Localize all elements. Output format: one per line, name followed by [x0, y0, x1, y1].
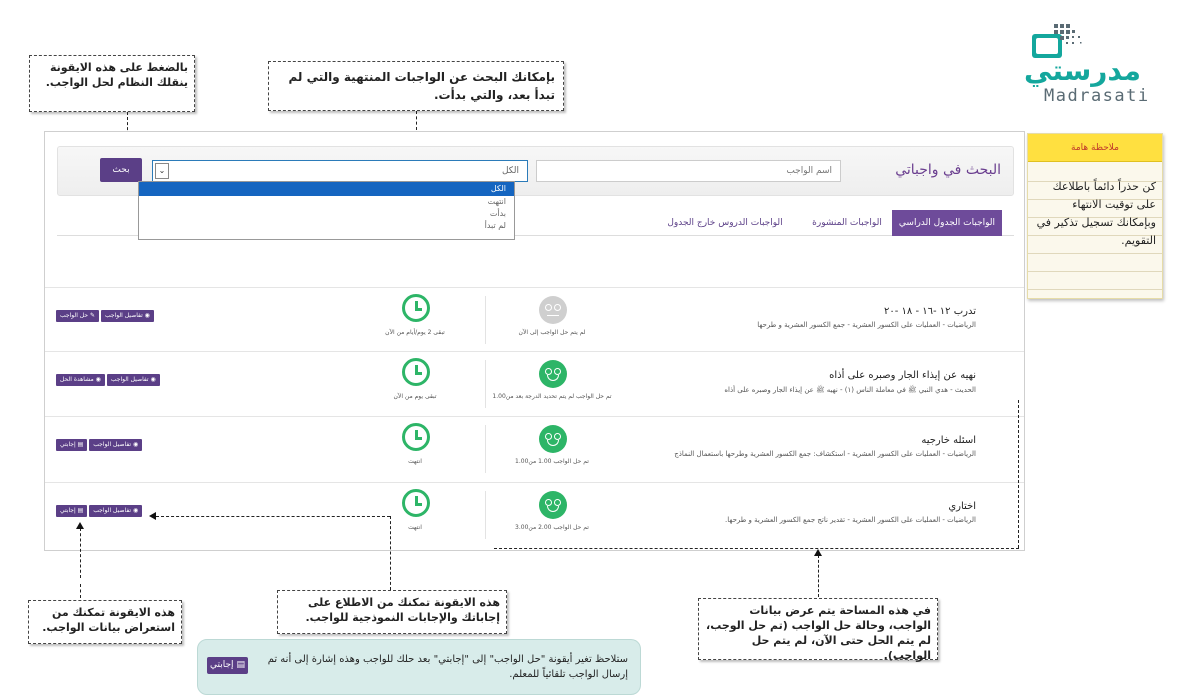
homework-title: اسئله خارجيه [921, 435, 976, 446]
my-answers-button[interactable] [56, 505, 87, 517]
time-remaining-text: انتهت [408, 458, 422, 465]
info-banner [197, 639, 641, 695]
dropdown-option-ended[interactable]: انتهت [487, 197, 506, 206]
tab-schedule-homework[interactable]: الواجبات الجدول الدراسي [892, 210, 1002, 236]
arrow-left-icon [149, 512, 156, 520]
status-dropdown-list [138, 181, 515, 240]
my-answers-button-sample [207, 657, 248, 674]
document-icon: ▤ [236, 660, 245, 670]
tab-outside-schedule-homework[interactable]: الواجبات الدروس خارج الجدول [667, 218, 783, 228]
callout-details: هذه الايقونة تمكنك من استعراض بيانات الواجب. [28, 600, 182, 644]
my-answers-sample-label: إجابتي [210, 660, 234, 670]
edit-icon: ✎ [89, 312, 95, 319]
document-icon: ▤ [77, 441, 84, 448]
time-remaining-text: تبقى يوم من الآن [393, 393, 437, 400]
clock-icon [402, 294, 430, 322]
solve-status-text: تم حل الواجب 1.00 من1.00 [515, 458, 589, 465]
homework-title: نهيه عن إيذاء الجار وصبره على أذاه [829, 370, 976, 381]
logo-arabic-word: مدرستي [1024, 54, 1141, 87]
chevron-down-icon[interactable]: ⌄ [155, 163, 169, 179]
document-icon: ▤ [77, 507, 84, 514]
search-title: البحث في واجباتي [895, 162, 1001, 178]
homework-details-button[interactable] [89, 505, 142, 517]
homework-row [45, 287, 1024, 351]
tab-published-homework[interactable]: الواجبات المنشورة [812, 218, 882, 228]
homework-details-button[interactable] [89, 439, 142, 451]
clock-icon [402, 423, 430, 451]
arrow-up-icon [814, 549, 822, 556]
eye-icon: ◉ [95, 376, 101, 383]
my-answers-button[interactable] [56, 439, 87, 451]
banner-text: ستلاحظ تغير أيقونة "حل الواجب" إلى "إجابتي" بعد حلك للواجب وهذه إشارة إلى أنه تم إرسال الواجب تلقائياً للمعلم. [267, 654, 628, 680]
homework-subtitle: الرياضيات - العمليات على الكسور العشرية - تقدير ناتج جمع الكسور العشرية و طرحها. [724, 516, 976, 524]
time-remaining-text: تبقى 2 يوم/أيام من الآن [385, 329, 445, 336]
eye-icon: ◉ [144, 312, 150, 319]
eye-icon: ◉ [132, 441, 139, 448]
homework-row [45, 416, 1024, 480]
solve-status-text: تم حل الواجب 2.00 من3.00 [515, 524, 589, 531]
homework-details-button[interactable] [107, 374, 160, 386]
homework-name-input[interactable] [536, 160, 841, 182]
status-select[interactable] [152, 160, 528, 182]
note-body: كن حذراً دائماً باطلاعك على توقيت الانتهاء وبإمكانك تسجيل تذكير في التقويم. [1036, 180, 1156, 247]
eye-icon: ◉ [132, 507, 139, 514]
solve-homework-label: حل الواجب [60, 312, 89, 319]
dropdown-option-not-started[interactable]: لم تبدأ [484, 221, 506, 230]
homework-row [45, 482, 1024, 546]
view-solution-label: مشاهدة الحل [60, 376, 94, 383]
time-remaining-text: انتهت [408, 524, 422, 531]
happy-face-icon [539, 360, 567, 388]
solve-status-text: تم حل الواجب لم يتم تحديد الدرجة بعد من1.00 [492, 393, 612, 400]
homework-details-label: تفاصيل الواجب [110, 376, 149, 383]
search-button[interactable]: بحث [100, 158, 142, 182]
eye-icon: ◉ [150, 376, 156, 383]
callout-solve-icon: بالضغط على هذه الايقونة ينقلك النظام لحل الواجب. [29, 55, 195, 112]
logo-latin-word: Madrasati [1044, 86, 1150, 106]
homework-details-label: تفاصيل الواجب [93, 507, 132, 514]
my-answers-label: إجابتي [60, 507, 76, 514]
clock-icon [402, 358, 430, 386]
happy-face-icon [539, 425, 567, 453]
note-header: ملاحظة هامة [1028, 134, 1162, 162]
callout-area: في هذه المساحة يتم عرض بيانات الواجب، وحالة حل الواجب (تم حل الوجب، لم يتم الحل حتى الآن، لم يتم حل الواجب). [698, 598, 938, 660]
pending-face-icon [539, 296, 567, 324]
my-answers-label: إجابتي [60, 441, 76, 448]
callout-answers: هذه الايقونة تمكنك من الاطلاع على إجاباتك والإجابات النموذجية للواجب. [277, 590, 507, 634]
homework-title: تدرب ١٢ -١٦ - ١٨ -٢٠ [883, 306, 976, 317]
dropdown-option-all[interactable]: الكل [139, 182, 514, 196]
status-select-value: الكل [501, 166, 519, 176]
homework-subtitle: الرياضيات - العمليات على الكسور العشرية - جمع الكسور العشرية و طرحها [757, 321, 976, 329]
homework-subtitle: الرياضيات - العمليات على الكسور العشرية - استكشاف: جمع الكسور العشرية وطرحها باستعمال النماذج [674, 450, 976, 458]
solve-homework-button[interactable] [56, 310, 99, 322]
homework-details-label: تفاصيل الواجب [104, 312, 143, 319]
happy-face-icon [539, 491, 567, 519]
homework-subtitle: الحديث - هدي النبي ﷺ في معاملة الناس (١) - نهيه ﷺ عن إيذاء الجار وصبره على أذاه [724, 386, 976, 394]
arrow-up-icon [76, 522, 84, 529]
homework-row [45, 351, 1024, 415]
homework-title: اختاري [948, 501, 976, 512]
madrasati-logo [1016, 14, 1166, 104]
homework-details-label: تفاصيل الواجب [93, 441, 132, 448]
dropdown-option-started[interactable]: بدأت [489, 209, 506, 218]
solve-status-text: لم يتم حل الواجب إلى الآن [518, 329, 586, 336]
clock-icon [402, 489, 430, 517]
view-solution-button[interactable] [56, 374, 105, 386]
callout-search: بإمكانك البحث عن الواجبات المنتهية والتي لم تبدأ بعد، والتي بدأت. [268, 61, 564, 111]
important-note [1027, 133, 1163, 299]
homework-details-button[interactable] [101, 310, 154, 322]
